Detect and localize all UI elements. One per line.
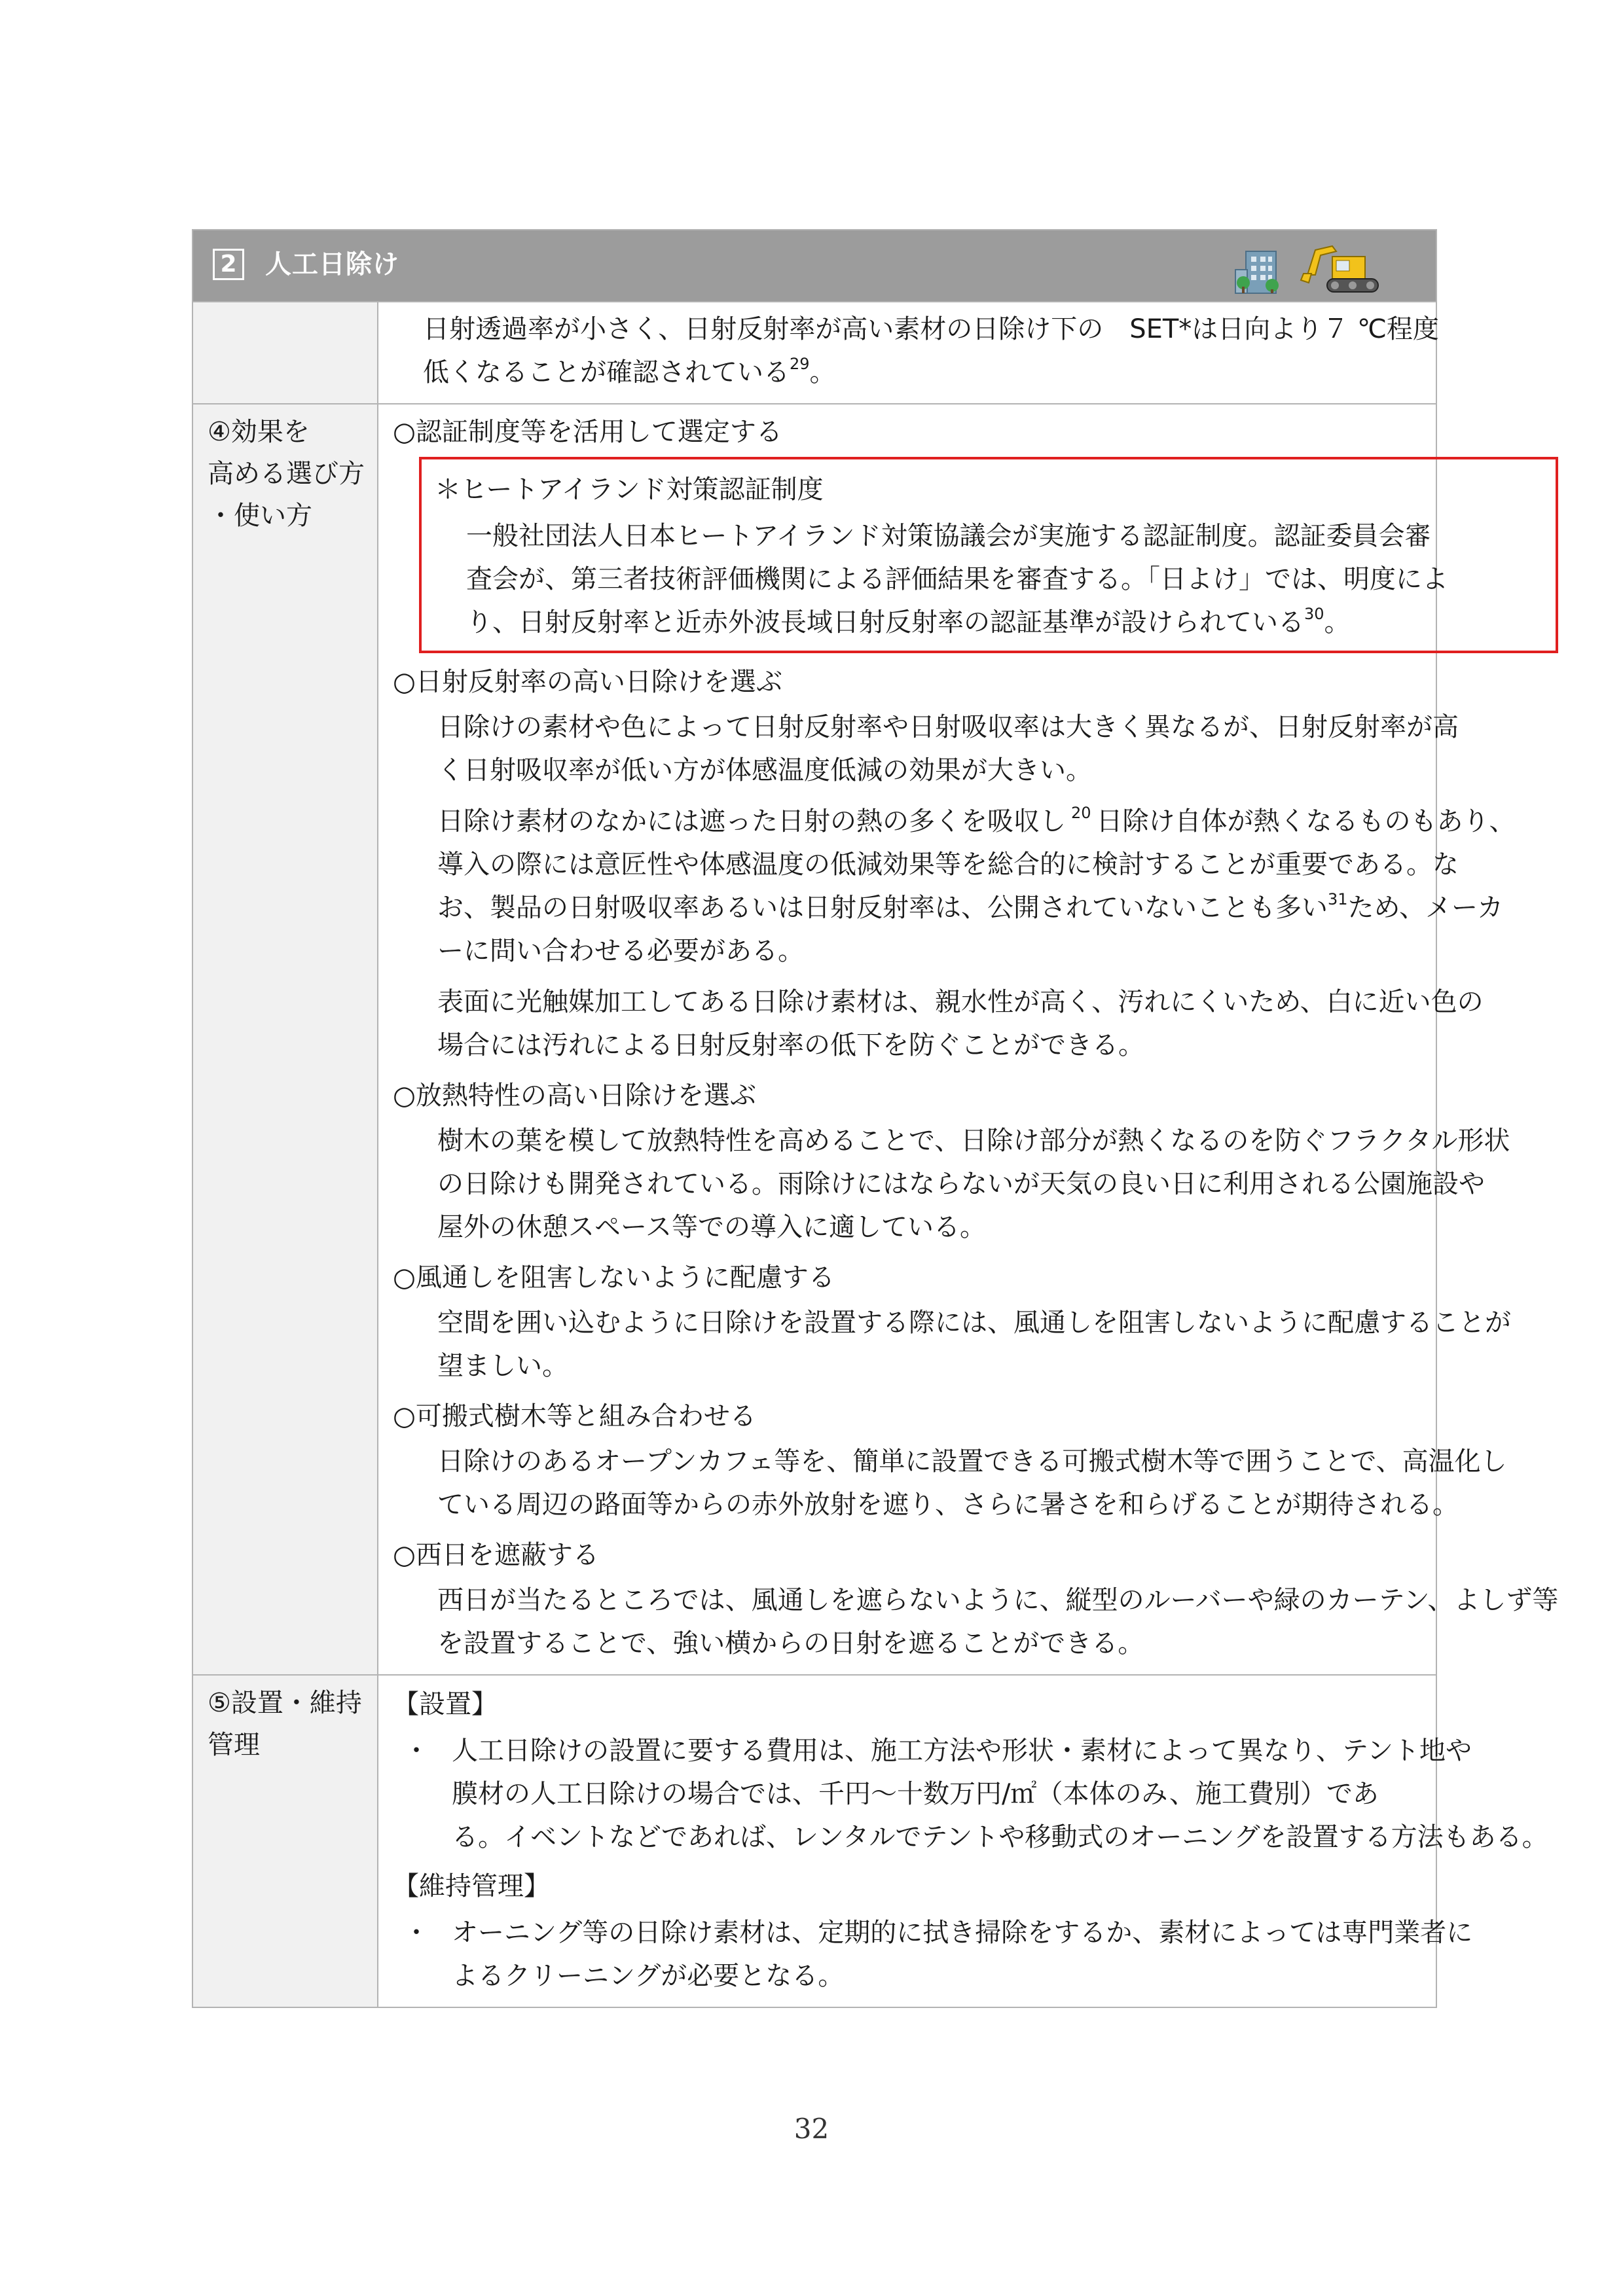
section-title: 人工日除け — [265, 249, 399, 279]
footnote-ref: 31 — [1328, 890, 1348, 908]
section5-label: ⑤設置・維持 管理 — [193, 1676, 378, 2007]
paragraph: 空間を囲い込むように日除けを設置する際には、風通しを阻害しないように配慮することが 望ましい。 — [437, 1308, 1511, 1381]
intro-label-cell — [193, 302, 378, 403]
heading-certification: ○認証制度等を活用して選定する — [393, 417, 782, 447]
building-icon — [1235, 251, 1279, 293]
section-number: 2 — [213, 249, 244, 280]
content-table — [192, 229, 1559, 2008]
section4-row — [193, 403, 1559, 1674]
heading-heat-dissipation: ○放熱特性の高い日除けを選ぶ — [393, 1081, 756, 1111]
heading-reflectance: ○日射反射率の高い日除けを選ぶ — [393, 667, 782, 697]
section4-label: ④効果を 高める選び方 ・使い方 — [193, 404, 378, 1674]
paragraph: 日除けのあるオープンカフェ等を、簡単に設置できる可搬式樹木等で囲うことで、高温化し ている周辺の路面等からの赤外放射を遮り、さらに暑さを和らげることが期待される。 — [437, 1446, 1507, 1520]
certification-box — [419, 457, 1558, 653]
section-header — [193, 230, 1436, 302]
paragraph: 樹木の葉を模して放熱特性を高めることで、日除け部分が熱くなるのを防ぐフラクタル形状 の日除けも開発されている。雨除けにはならないが天気の良い日に利用される公園施設や 屋外の休憩スペース等での導入に適している。 — [437, 1126, 1510, 1242]
section5-row — [193, 1674, 1548, 2007]
heading-ventilation: ○風通しを阻害しないように配慮する — [393, 1263, 835, 1293]
intro-row — [193, 302, 1439, 403]
bullet-item: ・ 人工日除けの設置に要する費用は、施工方法や形状・素材によって異なり、テント地や 膜材の人工日除けの場合では、千円～十数万円/㎡（本体のみ、施工費別）であ る。イベントなどであれば、レンタルでテントや移動式のオーニングを設置する方法もある。 — [403, 1736, 1548, 1852]
subheading-installation: 【設置】 — [393, 1689, 498, 1719]
excavator-icon — [1301, 246, 1378, 292]
certification-box-text: 一般社団法人日本ヒートアイランド対策協議会が実施する認証制度。認証委員会審 査会が、第三者技術評価機関による評価結果を審査する。「日よけ」では、明度によ り、日射反射率と近赤外波長域日射反射率の認証基準が設けられている$^{30}$。 — [466, 521, 1448, 637]
bullet-item: ・ オーニング等の日除け素材は、定期的に拭き掃除をするか、素材によっては専門業者に よるクリーニングが必要となる。 — [403, 1918, 1473, 1991]
paragraph: 表面に光触媒加工してある日除け素材は、親水性が高く、汚れにくいため、白に近い色の 場合には汚れによる日射反射率の低下を防ぐことができる。 — [437, 987, 1484, 1060]
footnote-ref: 20 — [1071, 804, 1091, 822]
section5-content — [378, 1676, 1563, 2007]
intro-content-cell — [378, 302, 1453, 403]
heading-portable-trees: ○可搬式樹木等と組み合わせる — [393, 1401, 756, 1431]
certification-box-title: ＊ヒートアイランド対策認証制度 — [435, 475, 824, 505]
subheading-maintenance: 【維持管理】 — [393, 1871, 550, 1901]
footnote-ref: 29 — [790, 355, 810, 373]
intro-paragraph: 日射透過率が小さく、日射反射率が高い素材の日除け下の SET*は日向より７ ℃程度 低くなることが確認されている$^{29}$。 — [423, 314, 1439, 387]
page-number: 32 — [793, 2113, 830, 2145]
paragraph: 日除けの素材や色によって日射反射率や日射吸収率は大きく異なるが、日射反射率が高 く日射吸収率が低い方が体感温度低減の効果が大きい。 — [437, 712, 1459, 785]
heading-western-sun: ○西日を遮蔽する — [393, 1540, 599, 1570]
header-icons — [1234, 237, 1385, 297]
section4-content — [378, 404, 1573, 1674]
footnote-ref: 30 — [1304, 605, 1324, 623]
paragraph: 日除け素材のなかには遮った日射の熱の多くを吸収し $^{20}$ 日除け自体が熱くなるものもあり、 導入の際には意匠性や体感温度の低減効果等を総合的に検討することが重要である。な お、製品の日射吸収率あるいは日射反射率は、公開されていないことも多い$^{31}$ため、メーカ ーに問い合わせる必要がある。 — [437, 804, 1516, 966]
paragraph: 西日が当たるところでは、風通しを遮らないように、縦型のルーバーや緑のカーテン、よしず等 を設置することで、強い横からの日射を遮ることができる。 — [437, 1585, 1559, 1659]
